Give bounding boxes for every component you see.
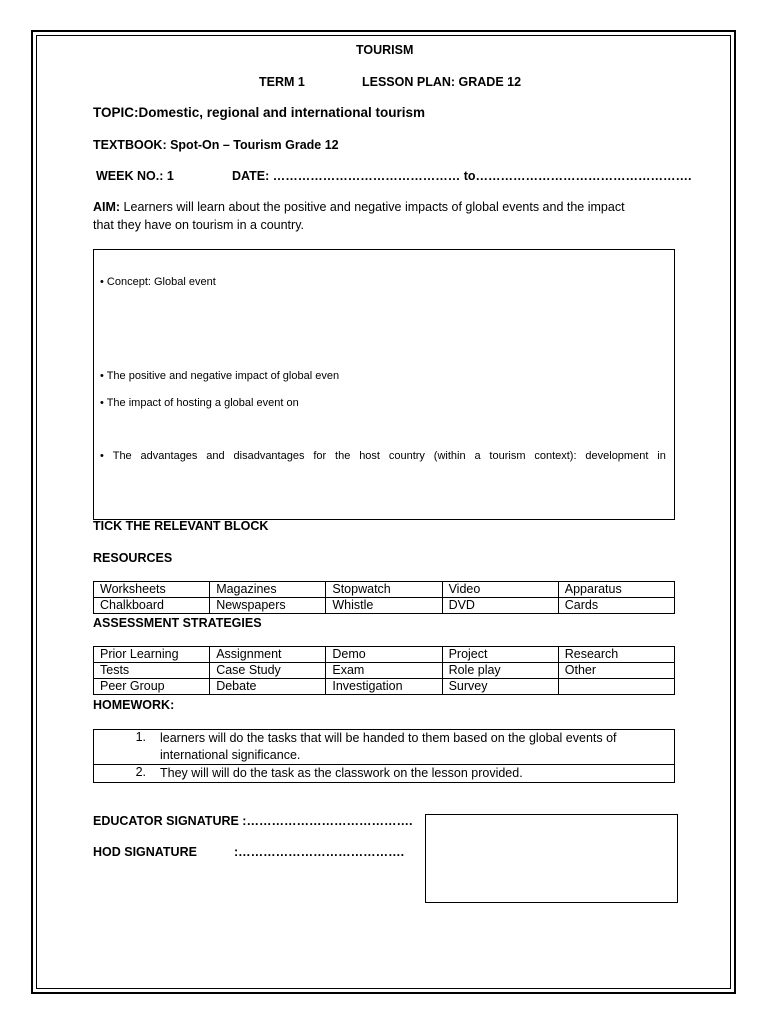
tick-instruction: TICK THE RELEVANT BLOCK	[93, 519, 269, 533]
hod-signature-line: :………………………………….	[234, 845, 405, 859]
resource-row	[94, 582, 675, 598]
resource-option[interactable]: Magazines	[210, 582, 326, 598]
assessment-title: ASSESSMENT STRATEGIES	[93, 616, 262, 630]
aim-line-2: that they have on tourism in a country.	[93, 218, 304, 232]
assessment-option[interactable]: Exam	[326, 663, 442, 679]
homework-item	[94, 765, 675, 783]
concept-word: disadvantages	[233, 450, 305, 462]
homework-number: 2.	[135, 765, 146, 779]
concept-word: country	[388, 450, 425, 462]
homework-cell	[94, 765, 675, 783]
assessment-option[interactable]	[558, 679, 674, 695]
date-line: DATE: ……………………………………… to…………………………………………….	[232, 169, 692, 183]
assessment-option[interactable]: Debate	[210, 679, 326, 695]
concept-word: advantages	[140, 450, 198, 462]
resource-option[interactable]: Whistle	[326, 598, 442, 614]
homework-item	[94, 730, 675, 765]
resource-option[interactable]: Stopwatch	[326, 582, 442, 598]
concept-word: and	[206, 450, 225, 462]
assessment-option[interactable]: Prior Learning	[94, 647, 210, 663]
concept-word: tourism	[489, 450, 526, 462]
concept-word: •	[100, 450, 104, 462]
concepts-box	[93, 249, 675, 520]
resource-row	[94, 598, 675, 614]
homework-text: learners will do the tasks that will be handed to them based on the global events of international significance.	[160, 731, 617, 762]
subject-title: TOURISM	[356, 43, 414, 57]
homework-text: They will will do the task as the classwork on the lesson provided.	[160, 766, 523, 780]
resource-option[interactable]: Video	[442, 582, 558, 598]
homework-cell	[94, 730, 675, 765]
term-label: TERM 1	[259, 75, 305, 89]
aim-label: AIM:	[93, 200, 121, 214]
resource-option[interactable]: Worksheets	[94, 582, 210, 598]
hod-signature-label: HOD SIGNATURE	[93, 845, 197, 859]
lesson-plan-label: LESSON PLAN: GRADE 12	[362, 75, 522, 89]
topic-heading: TOPIC:Domestic, regional and international tourism	[93, 105, 426, 120]
assessment-table	[93, 646, 675, 695]
assessment-row	[94, 679, 675, 695]
textbook-line: TEXTBOOK: Spot-On – Tourism Grade 12	[93, 138, 339, 152]
concept-word: development	[585, 450, 649, 462]
resource-option[interactable]: Apparatus	[558, 582, 674, 598]
assessment-option[interactable]: Tests	[94, 663, 210, 679]
resources-title: RESOURCES	[93, 551, 173, 565]
assessment-option[interactable]: Survey	[442, 679, 558, 695]
resource-option[interactable]: Cards	[558, 598, 674, 614]
assessment-option[interactable]: Research	[558, 647, 674, 663]
concept-advantages	[100, 450, 666, 462]
concept-word: for	[313, 450, 327, 462]
assessment-option[interactable]: Investigation	[326, 679, 442, 695]
resource-option[interactable]: DVD	[442, 598, 558, 614]
concept-word: context):	[534, 450, 577, 462]
assessment-option[interactable]: Role play	[442, 663, 558, 679]
concept-word: a	[474, 450, 481, 462]
concept-hosting: • The impact of hosting a global event on	[100, 397, 299, 409]
homework-table	[93, 729, 675, 783]
stamp-box	[425, 814, 678, 903]
concept-global-event: • Concept: Global event	[100, 276, 216, 288]
homework-number: 1.	[135, 730, 146, 744]
concept-word: (within	[433, 450, 466, 462]
educator-signature: EDUCATOR SIGNATURE :………………………………….	[93, 814, 413, 828]
concept-impact: • The positive and negative impact of global even	[100, 370, 340, 382]
week-number: WEEK NO.: 1	[96, 169, 174, 183]
assessment-option[interactable]: Other	[558, 663, 674, 679]
assessment-row	[94, 647, 675, 663]
homework-title: HOMEWORK:	[93, 698, 175, 712]
resources-table	[93, 581, 675, 614]
concept-word: in	[657, 450, 666, 462]
aim-text: Learners will learn about the positive and negative impacts of global events and the impact	[120, 200, 625, 214]
assessment-option[interactable]: Peer Group	[94, 679, 210, 695]
concept-word: host	[359, 450, 380, 462]
assessment-option[interactable]: Demo	[326, 647, 442, 663]
assessment-option[interactable]: Project	[442, 647, 558, 663]
assessment-option[interactable]: Assignment	[210, 647, 326, 663]
aim-line-1	[93, 200, 625, 214]
concept-word: The	[112, 450, 132, 462]
assessment-option[interactable]: Case Study	[210, 663, 326, 679]
assessment-row	[94, 663, 675, 679]
concept-word: the	[335, 450, 351, 462]
resource-option[interactable]: Chalkboard	[94, 598, 210, 614]
resource-option[interactable]: Newspapers	[210, 598, 326, 614]
